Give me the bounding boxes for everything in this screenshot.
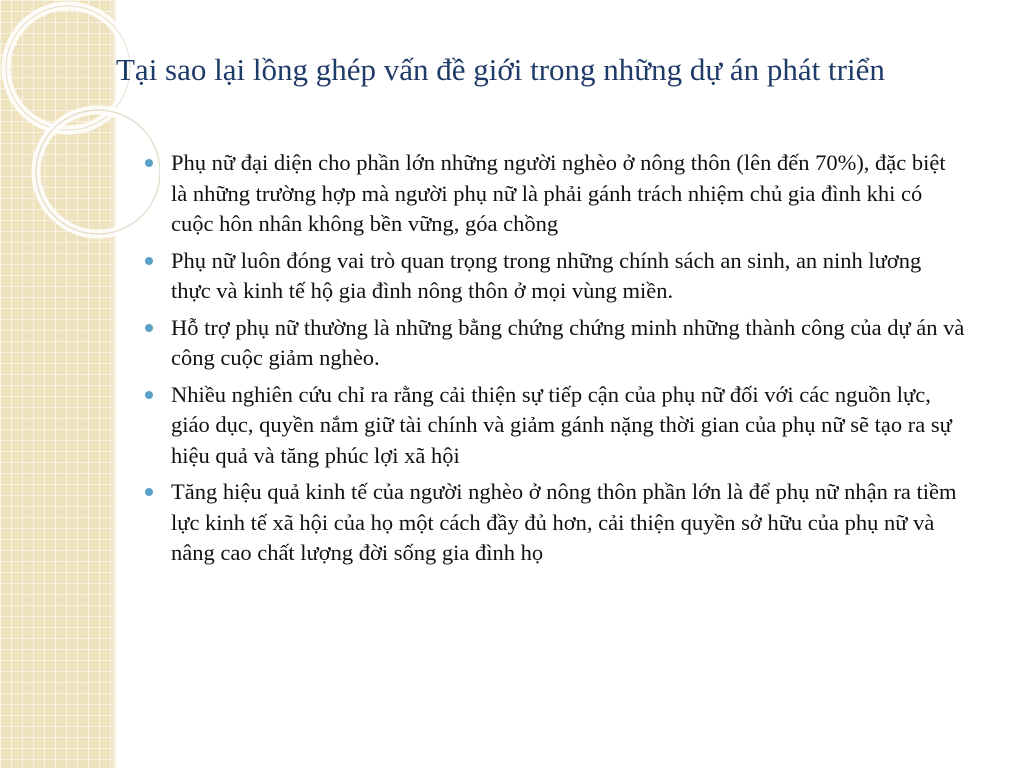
decorative-circles [0, 0, 160, 260]
bullet-item [145, 246, 965, 307]
bullet-item [145, 477, 965, 569]
bullet-text: Phụ nữ luôn đóng vai trò quan trọng trong những chính sách an sinh, an ninh lương thực và kinh tế hộ gia đình nông thôn ở mọi vùng miền. [171, 247, 922, 303]
bullet-item [145, 380, 965, 472]
bullet-item [145, 313, 965, 374]
bullet-text: Nhiều nghiên cứu chỉ ra rằng cải thiện sự tiếp cận của phụ nữ đối với các nguồn lực, giáo dục, quyền nắm giữ tài chính và giảm gánh nặng thời gian của phụ nữ sẽ tạo ra sự hiệu quả và tăng phúc lợi xã hội [171, 381, 952, 468]
bullet-dot-icon [145, 488, 153, 496]
bullet-text: Hỗ trợ phụ nữ thường là những bằng chứng chứng minh những thành công của dự án và công cuộc giảm nghèo. [171, 314, 965, 370]
bullet-list [145, 148, 965, 575]
bullet-dot-icon [145, 257, 153, 265]
bullet-text: Tăng hiệu quả kinh tế của người nghèo ở nông thôn phần lớn là để phụ nữ nhận ra tiềm lực kinh tế xã hội của họ một cách đầy đủ hơn, cải thiện quyền sở hữu của phụ nữ và nâng cao chất lượng đời sống gia đình họ [171, 479, 957, 565]
bullet-dot-icon [145, 324, 153, 332]
slide-title: Tại sao lại lồng ghép vấn đề giới trong những dự án phát triển [116, 52, 885, 87]
bullet-dot-icon [145, 391, 153, 399]
bullet-text: Phụ nữ đại diện cho phần lớn những người nghèo ở nông thôn (lên đến 70%), đặc biệt là những trường hợp mà người phụ nữ là phải gánh trách nhiệm chủ gia đình khi có cuộc hôn nhân không bền vững, góa chồng [171, 150, 946, 236]
bullet-item [145, 148, 965, 240]
bullet-dot-icon [145, 159, 153, 167]
